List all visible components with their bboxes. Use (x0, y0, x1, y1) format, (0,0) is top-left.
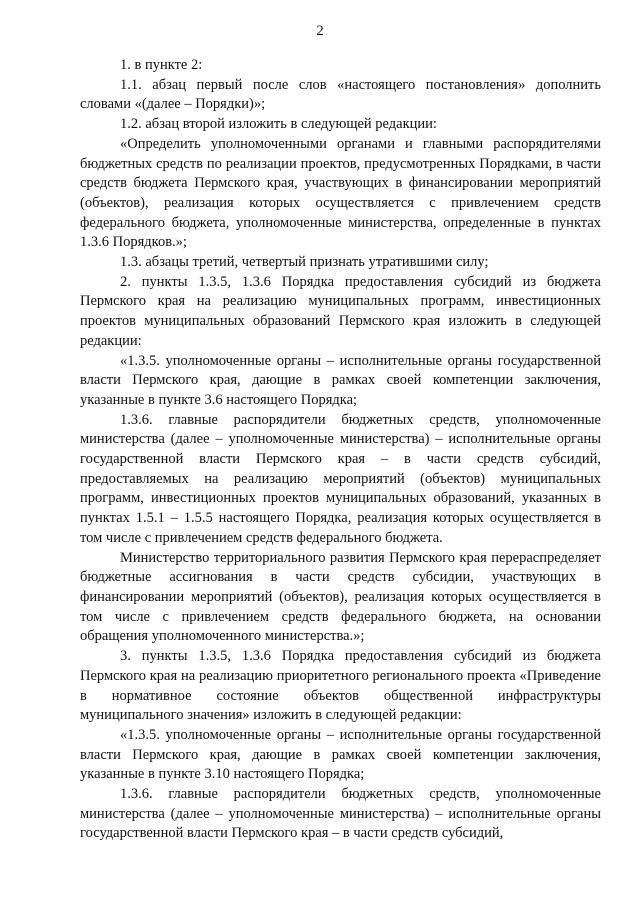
paragraph-point-3: 3. пункты 1.3.5, 1.3.6 Порядка предоставления субсидий из бюджета Пермского края на реализацию приоритетного регионального проекта «Приведение в нормативное состояние объектов общественной инфраструктуры муниципального значения» изложить в следующей редакции: (80, 648, 601, 724)
paragraph-point-2: 2. пункты 1.3.5, 1.3.6 Порядка предоставления субсидий из бюджета Пермского края на реализацию муниципальных программ, инвестиционных проектов муниципальных образований Пермского края изложить в следующей редакции: (80, 273, 601, 349)
page-number: 2 (316, 23, 324, 39)
paragraph-point-3-1-3-5: «1.3.5. уполномоченные органы – исполнительные органы государственной власти Пермского края, дающие в рамках своей компетенции заключения, указанные в пункте 3.10 настоящего Порядка; (80, 726, 601, 783)
paragraph-point-2-1-3-5: «1.3.5. уполномоченные органы – исполнительные органы государственной власти Пермского края, дающие в рамках своей компетенции заключения, указанные в пункте 3.6 настоящего Порядка; (80, 352, 601, 408)
paragraph-point-1-1: 1.1. абзац первый после слов «настоящего постановления» дополнить словами «(далее – Порядки)»; (80, 76, 601, 113)
paragraph-point-1: 1. в пункте 2: (120, 57, 203, 73)
paragraph-point-3-1-3-6: 1.3.6. главные распорядители бюджетных средств, уполномоченные министерства (далее – уполномоченные министерства) – исполнительные органы государственной власти Пермского края – в части средств субсидий, (80, 786, 601, 842)
paragraph-point-1-3: 1.3. абзацы третий, четвертый признать утратившими силу; (120, 254, 489, 271)
paragraph-quoted-definition: «Определить уполномоченными органами и главными распорядителями бюджетных средств по реализации проектов, предусмотренных Порядками, в части средств бюджета Пермского края, участвующих в финансировании мероприятий (объектов), реализация которых осуществляется с привлечением средств федерального бюджета, уполномоченные министерства, определенные в пунктах 1.3.6 Порядков.»; (80, 135, 601, 251)
paragraph-point-1-2: 1.2. абзац второй изложить в следующей редакции: (120, 116, 437, 133)
paragraph-ministry: Министерство территориального развития Пермского края перераспределяет бюджетные ассигнования в части средств субсидии, участвующих в финансировании мероприятий (объектов), реализация которых осуществляется в том числе с привлечением средств федерального бюджета, на основании обращения уполномоченного министерства.»; (80, 549, 601, 645)
document-body (80, 56, 601, 844)
paragraph-point-2-1-3-6: 1.3.6. главные распорядители бюджетных средств, уполномоченные министерства (далее – уполномоченные министерства) – исполнительные органы государственной власти Пермского края – в части средств субсидий, предоставляемых на реализацию мероприятий (объектов) муниципальных программ, инвестиционных проектов муниципальных образований, указанных в пунктах 1.5.1 – 1.5.5 настоящего Порядка, реализация которых осуществляется в том числе с привлечением средств федерального бюджета. (80, 411, 601, 546)
